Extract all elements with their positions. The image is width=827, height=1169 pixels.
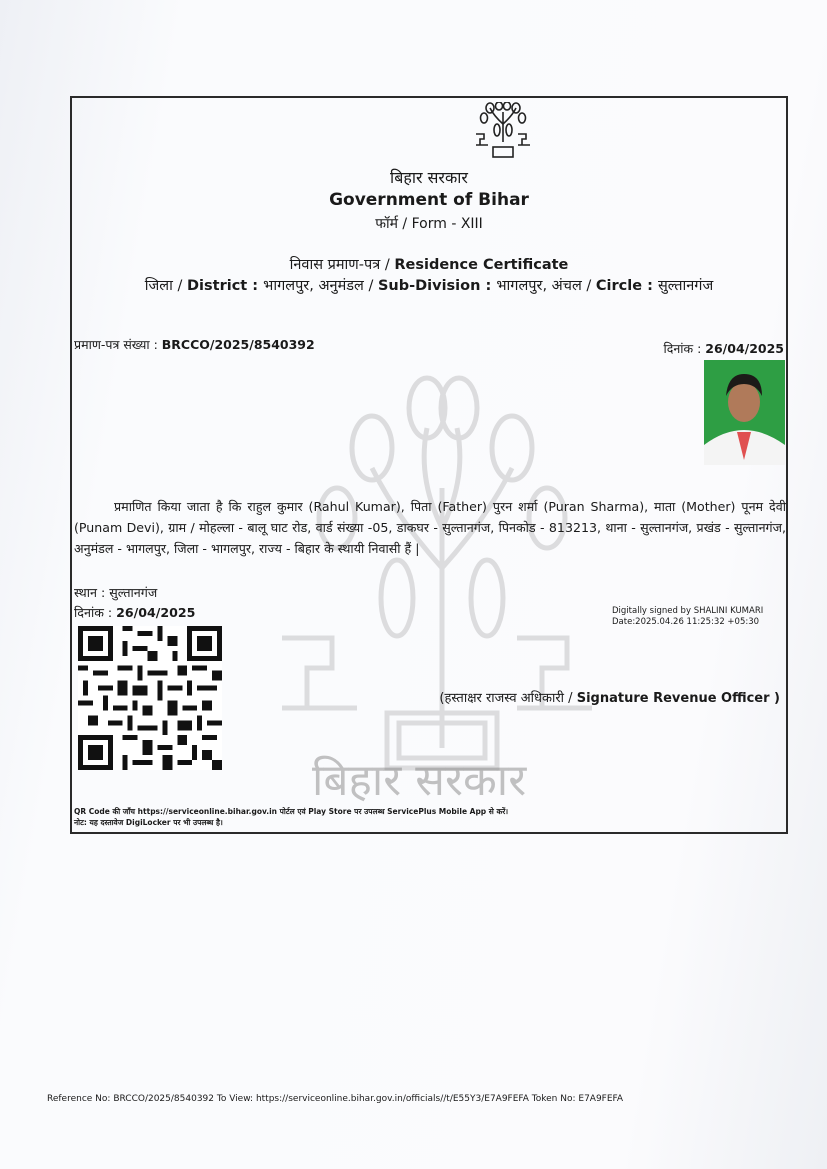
title-hindi: बिहार सरकार	[390, 168, 468, 187]
certificate-type-english: Residence Certificate	[394, 257, 569, 273]
certificate-number-value: BRCCO/2025/8540392	[161, 337, 315, 352]
watermark-text: बिहार सरकार	[312, 755, 527, 806]
person-photo-icon	[704, 360, 785, 465]
certificate-number	[74, 336, 315, 353]
qr-code[interactable]	[78, 626, 222, 770]
sign-date-value: 26/04/2025	[116, 605, 196, 620]
qr-note-line-1: QR Code की जाँच https://serviceonline.bihar.gov.in पोर्टल एवं Play Store पर उपलब्ध ServicePlus Mobile App से करें।	[74, 807, 509, 816]
issue-date-label: दिनांक :	[663, 341, 706, 356]
certificate-number-label: प्रमाण-पत्र संख्या :	[74, 337, 162, 352]
signature-label-english: Signature Revenue Officer )	[576, 691, 780, 706]
form-text: फॉर्म / Form - XIII	[375, 216, 483, 232]
circle-label: Circle :	[595, 278, 658, 294]
circle-value: सुल्तानगंज	[657, 278, 714, 294]
issue-date	[663, 340, 784, 357]
signature-label	[439, 688, 780, 706]
form-number	[72, 214, 786, 233]
digital-signature	[612, 606, 763, 628]
digital-signature-date: Date:2025.04.26 11:25:32 +05:30	[612, 617, 760, 627]
certificate-body: प्रमाणित किया जाता है कि राहुल कुमार (Rahul Kumar), पिता (Father) पुरन शर्मा (Puran Sharma), माता (Mother) पूनम देवी (Punam Devi), ग्राम / मोहल्ला - बालू घाट रोड, वार्ड संख्या -05, डाकघर - सुल्तानगंज, पिनकोड - 813213, थाना - सुल्तानगंज, प्रखंड - सुल्तानगंज, अनुमंडल - भागलपुर, जिला - भागलपुर, राज्य - बिहार के स्थायी निवासी हैं |	[74, 499, 786, 556]
district-label: District :	[187, 278, 264, 294]
applicant-photo	[704, 360, 785, 465]
place-line	[74, 584, 157, 601]
qr-note-line-2: नोट: यह दस्तावेज DigiLocker पर भी उपलब्ध है।	[74, 818, 223, 827]
district-label-hindi: जिला /	[144, 278, 187, 294]
certificate-type-hindi: निवास प्रमाण-पत्र /	[289, 257, 395, 273]
subdivision-value: भागलपुर, अंचल /	[496, 278, 596, 294]
signature-label-hindi: (हस्ताक्षर राजस्व अधिकारी /	[439, 691, 577, 706]
issue-date-value: 26/04/2025	[705, 341, 784, 356]
place-value: सुल्तानगंज	[109, 585, 158, 600]
certificate-frame	[70, 96, 788, 834]
bihar-emblem-icon	[472, 102, 534, 160]
place-label: स्थान :	[74, 585, 110, 600]
certificate-type	[72, 254, 786, 274]
sign-date-label: दिनांक :	[74, 605, 117, 620]
title-english: Government of Bihar	[329, 190, 529, 210]
subdivision-label: Sub-Division :	[377, 278, 497, 294]
bihar-emblem-watermark	[277, 368, 607, 798]
district-line	[72, 275, 786, 295]
district-value: भागलपुर, अनुमंडल /	[263, 278, 378, 294]
sign-date-line	[74, 604, 195, 621]
qr-verification-note	[74, 806, 508, 828]
reference-footer: Reference No: BRCCO/2025/8540392 To View: https://serviceonline.bihar.gov.in/officials//t/E55Y3/E7A9FEFA Token No: E7A9FEFA	[47, 1094, 624, 1104]
digital-signature-signer: Digitally signed by SHALINI KUMARI	[612, 606, 764, 616]
